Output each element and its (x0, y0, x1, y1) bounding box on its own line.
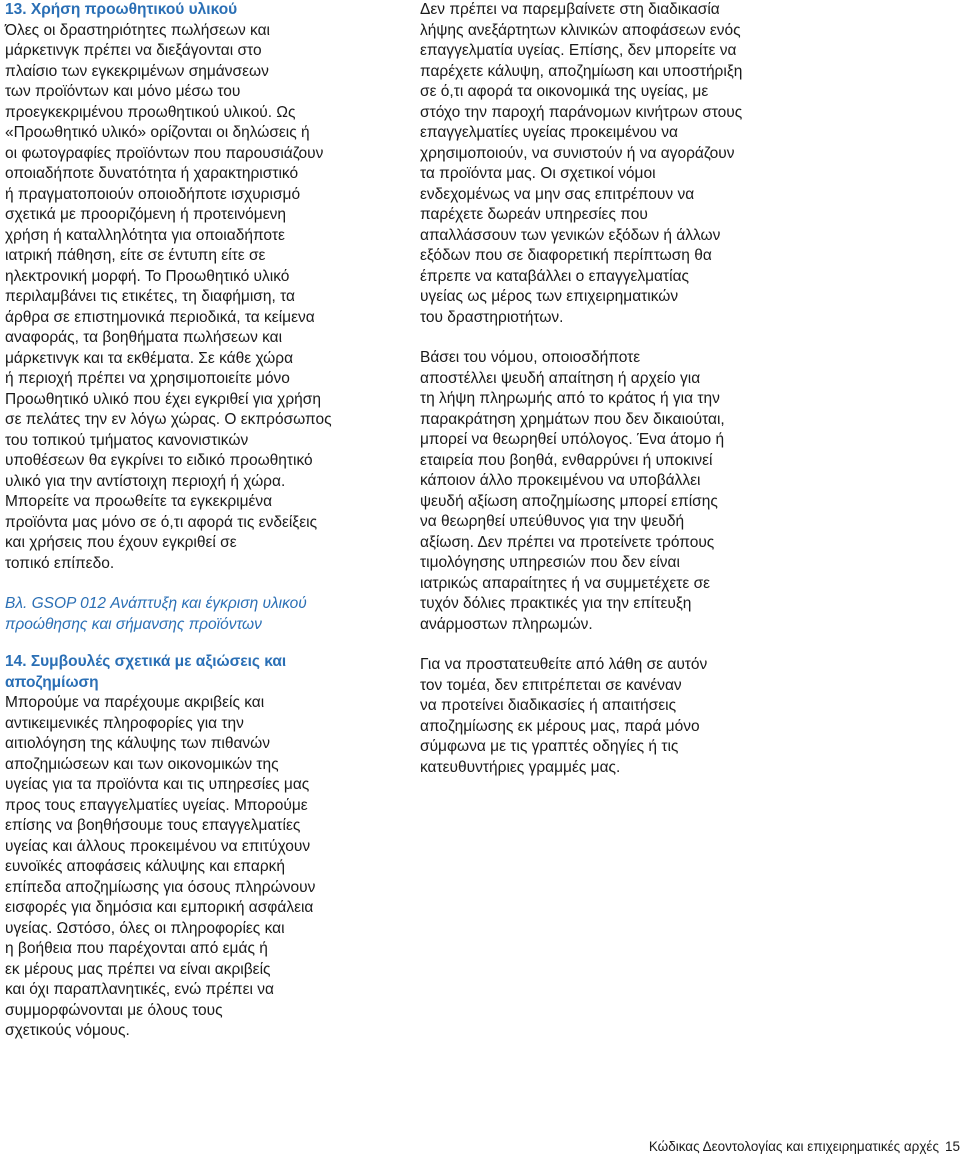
right-paragraph-3: Για να προστατευθείτε από λάθη σε αυτόν τον τομέα, δεν επιτρέπεται σε κανέναν να προτείνει διαδικασίες ή απαιτήσεις αποζημίωσης εκ μέρους μας, παρά μόνο σύμφωνα με τις γραπτές οδηγίες ή τις κατευθυντήριες γραμμές μας. (420, 656, 708, 776)
page-number: 15 (944, 1139, 960, 1154)
section-13-heading: 13. Χρήση προωθητικού υλικού (5, 1, 238, 18)
right-paragraph-1: Δεν πρέπει να παρεμβαίνετε στη διαδικασία λήψης ανεξάρτητων κλινικών αποφάσεων ενός επαγγελματία υγείας. Επίσης, δεν μπορείτε να παρέχετε κάλυψη, αποζημίωση και υποστήριξη σε ό,τι αφορά τα οικονομικά της υγείας, με στόχο την παροχή παράνομων κινήτρων στους επαγγελματίες υγείας προκειμένου να χρησιμοποιούν, να συνιστούν ή να αγοράζουν τα προϊόντα μας. Οι σχετικοί νόμοι ενδεχομένως να μην σας επιτρέπουν να παρέχετε δωρεάν υπηρεσίες που απαλλάσσουν των γενικών εξόδων ή άλλων εξόδων που σε διαφορετική περίπτωση θα έπρεπε να καταβάλλει ο επαγγελματίας υγείας ως μέρος των επιχειρηματικών του δραστηριοτήτων. (420, 1, 743, 326)
left-column (5, 0, 397, 1042)
section-14-body: Μπορούμε να παρέχουμε ακριβείς και αντικειμενικές πληροφορίες για την αιτιολόγηση της κάλυψης των πιθανών αποζημιώσεων και των οικονομικών της υγείας για τα προϊόντα και τις υπηρεσίες μας προς τους επαγγελματίες υγείας. Μπορούμε επίσης να βοηθήσουμε τους επαγγελματίες υγείας και άλλους προκειμένου να επιτύχουν ευνοϊκές αποφάσεις κάλυψης και επαρκή επίπεδα αποζημίωσης για όσους πληρώνουν εισφορές για δημόσια και εμπορική ασφάλεια υγείας. Ωστόσο, όλες οι πληροφορίες και η βοήθεια που παρέχονται από εμάς ή εκ μέρους μας πρέπει να είναι ακριβείς και όχι παραπλανητικές, ενώ πρέπει να συμμορφώνονται με όλους τους σχετικούς νόμους. (5, 694, 316, 1039)
section-13-reference-link[interactable]: Βλ. GSOP 012 Ανάπτυξη και έγκριση υλικού προώθησης και σήμανσης προϊόντων (5, 595, 307, 633)
right-column (420, 0, 820, 778)
page-footer (560, 1139, 960, 1155)
section-14-heading: 14. Συμβουλές σχετικά με αξιώσεις και αποζημίωση (5, 653, 287, 691)
section-13-body: Όλες οι δραστηριότητες πωλήσεων και μάρκετινγκ πρέπει να διεξάγονται στο πλαίσιο των εγκεκριμένων σημάνσεων των προϊόντων και μόνο μέσω του προεγκεκριμένου προωθητικού υλικού. Ως «Προωθητικό υλικό» ορίζονται οι δηλώσεις ή οι φωτογραφίες προϊόντων που παρουσιάζουν οποιαδήποτε δυνατότητα ή χαρακτηριστικό ή πραγματοποιούν οποιοδήποτε ισχυρισμό σχετικά με προοριζόμενη ή προτεινόμενη χρήση ή καταλληλότητα για οποιαδήποτε ιατρική πάθηση, είτε σε έντυπη είτε σε ηλεκτρονική μορφή. Το Προωθητικό υλικό περιλαμβάνει τις ετικέτες, τη διαφήμιση, τα άρθρα σε επιστημονικά περιοδικά, τα κείμενα αναφοράς, τα βοηθήματα πωλήσεων και μάρκετινγκ και τα εκθέματα. Σε κάθε χώρα ή περιοχή πρέπει να χρησιμοποιείτε μόνο Προωθητικό υλικό που έχει εγκριθεί για χρήση σε πελάτες την εν λόγω χώρας. Ο εκπρόσωπος του τοπικού τμήματος κανονιστικών υποθέσεων θα εγκρίνει το ειδικό προωθητικό υλικό για την αντίστοιχη περιοχή ή χώρα. Μπορείτε να προωθείτε τα εγκεκριμένα προϊόντα μας μόνο σε ό,τι αφορά τις ενδείξεις και χρήσεις που έχουν εγκριθεί σε τοπικό επίπεδο. (5, 21, 332, 572)
footer-document-title: Κώδικας Δεοντολογίας και επιχειρηματικές αρχές (648, 1139, 939, 1154)
right-paragraph-2: Βάσει του νόμου, οποιοσδήποτε αποστέλλει ψευδή απαίτηση ή αρχείο για τη λήψη πληρωμής από το κράτος ή για την παρακράτηση χρημάτων που δεν δικαιούται, μπορεί να θεωρηθεί υπόλογος. Ένα άτομο ή εταιρεία που βοηθά, ενθαρρύνει ή υποκινεί κάποιον άλλο προκειμένου να υποβάλλει ψευδή αξίωση αποζημίωσης μπορεί επίσης να θεωρηθεί υπεύθυνος για την ψευδή αξίωση. Δεν πρέπει να προτείνετε τρόπους τιμολόγησης υπηρεσιών που δεν είναι ιατρικώς απαραίτητες ή να συμμετέχετε σε τυχόν δόλιες πρακτικές για την επίτευξη ανάρμοστων πληρωμών. (420, 349, 725, 633)
